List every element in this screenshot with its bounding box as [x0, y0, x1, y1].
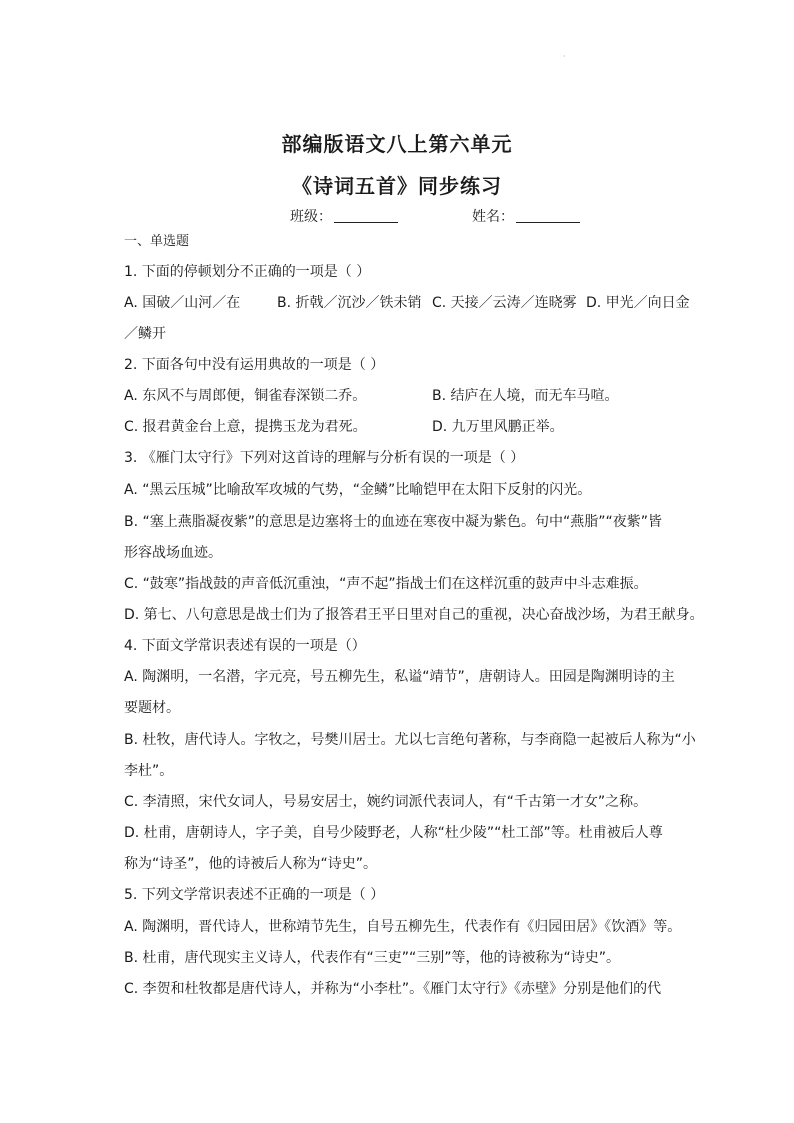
q3-option-a: A. “黑云压城”比喻敌军攻城的气势，“金鳞”比喻铠甲在太阳下反射的闪光。: [124, 482, 592, 498]
q1-option-b: B. 折戟／沉沙／铁未销: [277, 295, 422, 311]
class-blank: [334, 208, 398, 223]
q3-stem: 3. 《雁门太守行》下列对这首诗的理解与分析有误的一项是（ ）: [124, 450, 525, 466]
q1-stem: 1. 下面的停顿划分不正确的一项是（ ）: [124, 264, 371, 280]
name-field: [472, 206, 580, 226]
q1-option-d-continued: ／鳞开: [124, 326, 166, 342]
section-heading: 一、单选题: [124, 234, 190, 249]
name-blank: [516, 208, 580, 223]
q4-option-d: D. 杜甫，唐朝诗人，字子美，自号少陵野老，人称“杜少陵”“杜工部”等。杜甫被后人尊: [124, 825, 663, 841]
document-title: 部编版语文八上第六单元: [281, 132, 513, 156]
document-subtitle: 《诗词五首》同步练习: [292, 174, 502, 198]
q4-option-b: B. 杜牧，唐代诗人。字牧之，号樊川居士。尤以七言绝句著称，与李商隐一起被后人称为“小: [124, 732, 696, 748]
q3-option-b-continued: 形容战场血迹。: [124, 545, 222, 561]
name-label: 姓名：: [472, 209, 514, 225]
q4-option-b-continued: 李杜”。: [124, 763, 174, 779]
q4-option-a-continued: 要题材。: [124, 700, 180, 716]
student-info: [0, 206, 794, 226]
q4-stem: 4. 下面文学常识表述有误的一项是（）: [124, 638, 366, 654]
q2-option-b: B. 结庐在人境，而无车马喧。: [432, 388, 619, 404]
q1-option-d: D. 甲光／向日金: [586, 295, 690, 311]
corner-mark: ·: [563, 52, 566, 61]
q1-option-a: A. 国破／山河／在: [124, 295, 241, 311]
q3-option-d: D. 第七、八句意思是战士们为了报答君王平日里对自己的重视，决心奋战沙场，为君王献身。: [124, 607, 704, 623]
q3-option-c: C. “鼓寒”指战鼓的声音低沉重浊，“声不起”指战士们在这样沉重的鼓声中斗志难振。: [124, 576, 648, 592]
q2-option-c: C. 报君黄金台上意，提携玉龙为君死。: [124, 419, 367, 435]
q5-option-b: B. 杜甫，唐代现实主义诗人，代表作有“三吏”“三别”等，他的诗被称为“诗史”。: [124, 950, 621, 966]
q5-option-a: A. 陶渊明，晋代诗人，世称靖节先生，自号五柳先生，代表作有《归园田居》《饮酒》等。: [124, 919, 682, 935]
q4-option-c: C. 李清照，宋代女词人，号易安居士，婉约词派代表词人，有“千古第一才女”之称。: [124, 794, 648, 810]
q5-stem: 5. 下列文学常识表述不正确的一项是（ ）: [124, 887, 385, 903]
class-label: 班级：: [290, 209, 332, 225]
q2-option-a: A. 东风不与周郎便，铜雀春深锁二乔。: [124, 388, 367, 404]
q3-option-b: B. “塞上燕脂凝夜紫”的意思是边塞将士的血迹在寒夜中凝为紫色。句中“燕脂”“夜紫”皆: [124, 514, 663, 530]
q2-option-d: D. 九万里风鹏正举。: [432, 419, 564, 435]
q4-option-a: A. 陶渊明，一名潜，字元亮，号五柳先生，私谥“靖节”，唐朝诗人。田园是陶渊明诗的主: [124, 669, 675, 685]
q2-stem: 2. 下面各句中没有运用典故的一项是（ ）: [124, 357, 385, 373]
class-field: [290, 206, 398, 226]
q5-option-c: C. 李贺和杜牧都是唐代诗人，并称为“小李杜”。《雁门太守行》《赤壁》分别是他们的代: [124, 981, 662, 997]
q4-option-d-continued: 称为“诗圣”，他的诗被后人称为“诗史”。: [124, 856, 378, 872]
q1-option-c: C. 天接／云涛／连晓雾: [432, 295, 577, 311]
